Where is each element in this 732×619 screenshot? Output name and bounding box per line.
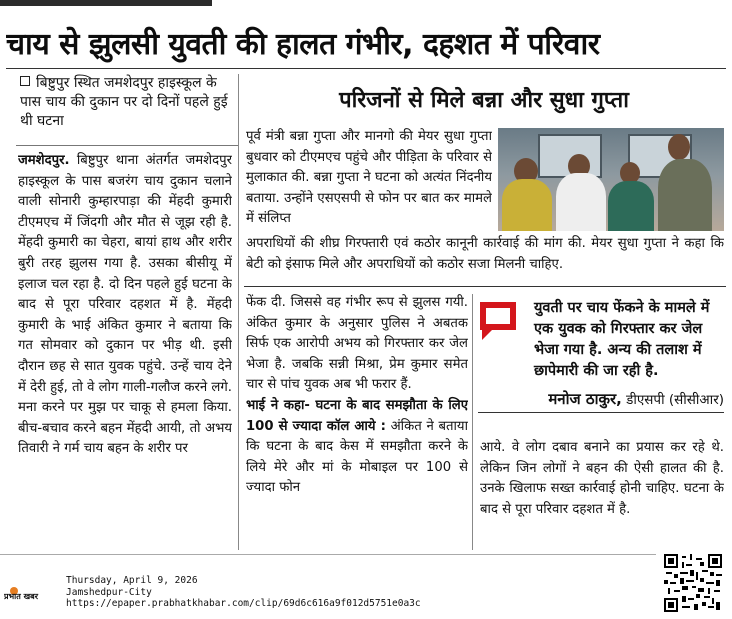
- headline: चाय से झुलसी युवती की हालत गंभीर, दहशत में परिवार: [6, 27, 600, 62]
- sidebar-rule: [244, 286, 726, 287]
- photo-person: [556, 173, 606, 231]
- article-col1-text: बिष्टुपुर थाना अंतर्गत जमशेदपुर हाइस्कूल के पास बजरंग चाय दुकान चलाने वाली सोनारी कुम्हारपाड़ा की मेंहदी कुमारी टीएमएच में जिंदगी और मौत से जूझ रही है. मेंहदी कुमारी का चेहरा, बायां हाथ और शरीर बुरी तरह झुलस गया है. उसका बीसीयू में इलाज चल रहा है. दो दिन पहले हुई घटना के बाद से पूरा परिवार दहशत में है. मेंहदी कुमारी के भाई अंकित कुमार ने बताया कि गत सोमवार को दुकान पर भीड़ थी. इसी दौरान छह से सात युवक पहुंचे. उन्हें चाय देने में देरी हुई, तो वे लोग गाली-गलौज करने लगे. मना करने पर मुझ पर चाकू से हमला किया. बीच-बचाव करने बहन मेंहदी आयी, तो अभय तिवारी ने गर्म चाय बहन के शरीर पर: [18, 153, 232, 457]
- article-col2-text: फेंक दी. जिससे वह गंभीर रूप से झुलस गयी. अंकित कुमार के अनुसार पुलिस ने अबतक सिर्फ एक आरोपी अभय को गिरफ्तार कर जेल भेजा है. जबकि सन्नी मिश्रा, प्रेम कुमार समेत चार से पांच युवक अब भी फरार हैं.: [246, 295, 468, 393]
- article-column-3: [480, 438, 724, 550]
- article-column-1: [18, 151, 232, 549]
- quote-author: मनोज ठाकुर,: [548, 390, 622, 408]
- qr-code[interactable]: [664, 554, 722, 612]
- logo-text: प्रभात खबर: [4, 592, 38, 601]
- sidebar-text-top-content: पूर्व मंत्री बन्ना गुप्ता और मानगो की मेयर सुधा गुप्ता बुधवार को टीएमएच पहुंचे और पीड़िता के परिवार से मुलाकात की. बन्ना गुप्ता ने घटना को अत्यंत निंदनीय बताया. उन्होंने एसएसपी से फोन पर बात कर मामले में संलिप्त: [246, 129, 492, 227]
- dateline: जमशेदपुर.: [18, 153, 70, 168]
- footer-url[interactable]: https://epaper.prabhatkhabar.com/clip/69d6c616a9f012d5751e0a3c: [66, 598, 421, 609]
- prabhat-khabar-logo: [4, 583, 60, 601]
- quote-attribution: [506, 389, 724, 409]
- top-bar: [0, 0, 212, 6]
- sidebar-text-full: [246, 234, 724, 278]
- sidebar-text-top: [246, 127, 492, 231]
- bullet-text: बिष्टुपुर स्थित जमशेदपुर हाइस्कूल के पास चाय की दुकान पर दो दिनों पहले हुई थी घटना: [20, 75, 228, 129]
- article-column-2: [246, 293, 468, 549]
- photo-person: [608, 181, 654, 231]
- column-divider-2: [472, 294, 473, 550]
- bullet-rule: [16, 145, 238, 146]
- footer-rule: [0, 554, 656, 555]
- photo-person: [658, 159, 712, 231]
- headline-rule: [6, 68, 726, 69]
- quote-icon: [478, 300, 518, 342]
- quote-role: डीएसपी (सीसीआर): [626, 392, 724, 408]
- news-photo: [498, 128, 724, 231]
- quote-rule: [478, 412, 724, 413]
- column-divider-1: [238, 74, 239, 550]
- quote-text: युवती पर चाय फेंकने के मामले में एक युवक को गिरफ्तार कर जेल भेजा गया है. अन्य की तलाश में छापेमारी की जा रही है.: [534, 300, 710, 379]
- bullet-summary: [20, 74, 232, 131]
- photo-person: [502, 179, 552, 231]
- sidebar-text-full-content: अपराधियों की शीघ्र गिरफ्तारी एवं कठोर कानूनी कार्रवाई की मांग की. मेयर सुधा गुप्ता ने कहा कि बेटी को इंसाफ मिले और अपराधियों को कठोर सजा मिलनी चाहिए.: [246, 236, 724, 272]
- photo-person-head: [668, 134, 690, 160]
- footer-info: [66, 575, 421, 610]
- article-col2b-text: अंकित ने बताया कि घटना के बाद केस में समझौता करने के लिये मेरे और मां के मोबाइल पर 100 से ज्यादा फोन: [246, 418, 468, 496]
- bullet-square-icon: [20, 76, 30, 86]
- article-subhead: भाई ने कहा- घटना के बाद समझौता के लिए 100 से ज्यादा कॉल आये :: [246, 397, 468, 434]
- sidebar-subhead: परिजनों से मिले बन्ना और सुधा गुप्ता: [339, 88, 629, 113]
- article-col3-text: आये. वे लोग दबाव बनाने का प्रयास कर रहे थे. लेकिन जिन लोगों ने बहन की ऐसी हालत की है. उनके खिलाफ सख्त कार्रवाई होनी चाहिए. घटना के बाद से पूरा परिवार दहशत में है.: [480, 440, 724, 517]
- footer-date: Thursday, April 9, 2026: [66, 575, 198, 586]
- footer-edition: Jamshedpur-City: [66, 586, 152, 598]
